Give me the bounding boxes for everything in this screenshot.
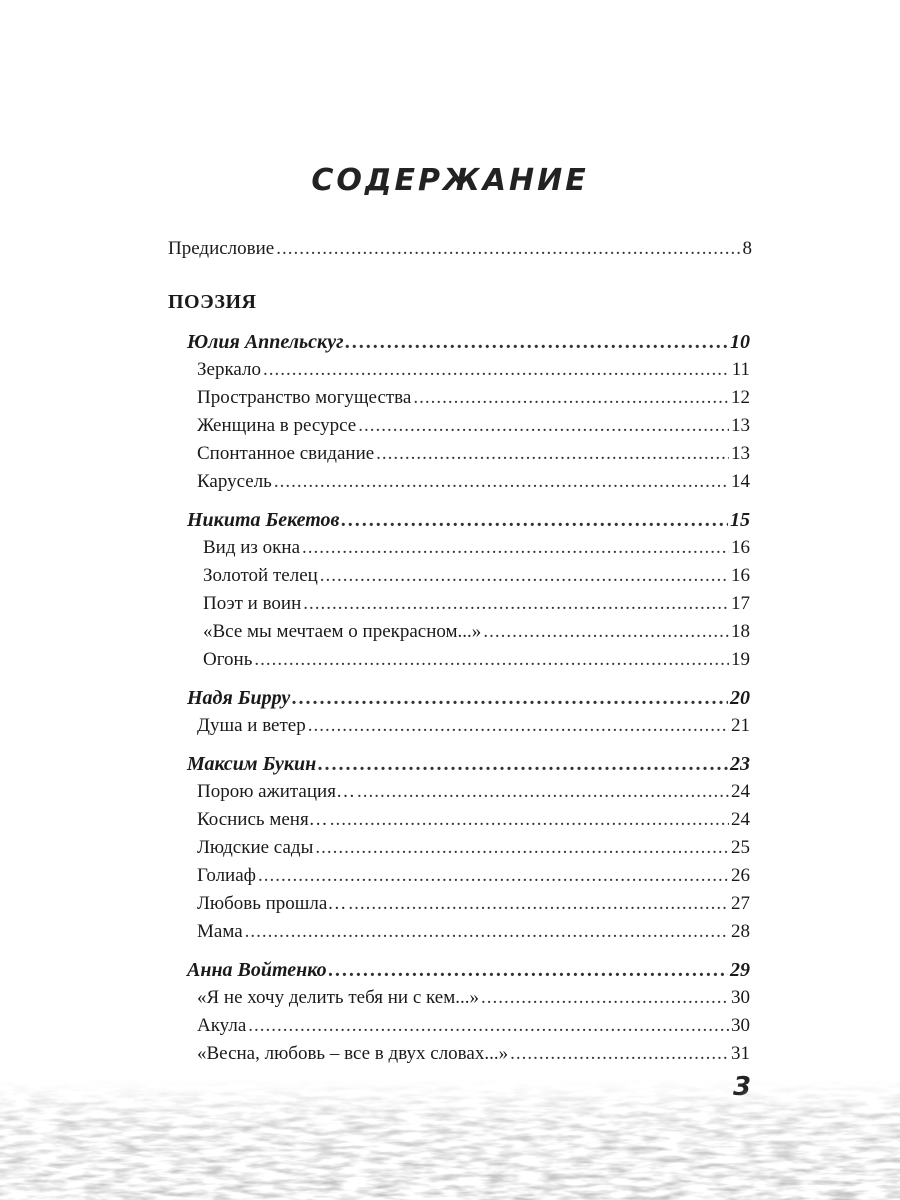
toc-entry-label: Карусель [197, 471, 272, 492]
dot-leader [358, 415, 729, 437]
toc-entry-page: 16 [731, 565, 750, 586]
dot-leader [510, 1043, 729, 1065]
toc-entry[interactable] [197, 715, 750, 737]
toc-entry-page: 16 [731, 537, 750, 558]
toc-entry[interactable] [197, 471, 750, 493]
toc-entry-label: Спонтанное свидание [197, 443, 375, 464]
toc-entry-page: 13 [731, 443, 750, 464]
toc-entry-page: 18 [731, 621, 750, 642]
toc-entry-label: Коснись меня… [197, 809, 328, 830]
toc-entry[interactable] [197, 1043, 750, 1065]
toc-entry-page: 8 [742, 238, 752, 259]
dot-leader [308, 715, 729, 737]
toc-entry-label: Огонь [203, 649, 253, 670]
dot-leader [357, 781, 729, 803]
toc-entry-label: Любовь прошла… [197, 893, 347, 914]
toc-entry-label: Пространство могущества [197, 387, 412, 408]
toc-entry-page: 28 [731, 921, 750, 942]
author-page: 10 [730, 331, 750, 353]
dot-leader [248, 1015, 729, 1037]
toc-entry-preface[interactable] [168, 238, 752, 260]
dot-leader [292, 687, 728, 709]
toc-entry-label: Акула [197, 1015, 247, 1036]
dot-leader [320, 565, 729, 587]
toc-entry-page: 12 [731, 387, 750, 408]
toc-entry-label: Женщина в ресурсе [197, 415, 357, 436]
toc-author[interactable] [187, 959, 750, 981]
toc-author[interactable] [187, 331, 750, 353]
toc-entry[interactable] [197, 359, 750, 381]
toc-entry-page: 21 [731, 715, 750, 736]
author-name: Никита Бекетов [187, 509, 340, 531]
toc-entry-page: 11 [731, 359, 750, 380]
dot-leader [481, 987, 729, 1009]
toc-entry[interactable] [197, 837, 750, 859]
author-name: Надя Бирру [187, 687, 291, 709]
toc-entry-label: «Я не хочу делить тебя ни с кем...» [197, 987, 479, 1008]
toc-entry[interactable] [203, 565, 750, 587]
toc-entry[interactable] [203, 537, 750, 559]
dot-leader [376, 443, 729, 465]
toc-entry-label: Мама [197, 921, 243, 942]
author-name: Юлия Аппельскуг [187, 331, 344, 353]
toc-entry-label: Вид из окна [203, 537, 301, 558]
toc-author[interactable] [187, 509, 750, 531]
toc-entry[interactable] [197, 1015, 750, 1037]
dot-leader [318, 753, 728, 775]
dot-leader [330, 809, 729, 831]
grunge-texture [0, 1080, 900, 1200]
toc-entry-page: 31 [731, 1043, 750, 1064]
dot-leader [254, 649, 729, 671]
toc-entry-label: Душа и ветер [197, 715, 306, 736]
toc-entry-label: Зеркало [197, 359, 261, 380]
dot-leader [303, 593, 729, 615]
dot-leader [329, 959, 728, 981]
toc-entry-label: Голиаф [197, 865, 256, 886]
page-title: СОДЕРЖАНИЕ [311, 163, 589, 198]
toc-entry[interactable] [203, 649, 750, 671]
section-heading-poetry: ПОЭЗИЯ [168, 291, 257, 313]
toc-entry[interactable] [197, 781, 750, 803]
toc-entry-page: 26 [731, 865, 750, 886]
toc-entry-page: 17 [731, 593, 750, 614]
toc-entry[interactable] [197, 387, 750, 409]
toc-entry[interactable] [197, 865, 750, 887]
dot-leader [341, 509, 728, 531]
dot-leader [258, 865, 729, 887]
author-name: Анна Войтенко [187, 959, 327, 981]
toc-entry-page: 14 [731, 471, 750, 492]
author-page: 20 [730, 687, 750, 709]
author-name: Максим Букин [187, 753, 317, 775]
toc-entry-page: 25 [731, 837, 750, 858]
author-page: 15 [730, 509, 750, 531]
toc-author[interactable] [187, 687, 750, 709]
toc-entry[interactable] [197, 987, 750, 1009]
toc-entry[interactable] [203, 621, 750, 643]
author-page: 29 [730, 959, 750, 981]
dot-leader [245, 921, 729, 943]
toc-entry[interactable] [197, 893, 750, 915]
toc-entry-label: «Весна, любовь – все в двух словах...» [197, 1043, 509, 1064]
toc-entry-label: Поэт и воин [203, 593, 302, 614]
toc-entry[interactable] [197, 921, 750, 943]
dot-leader [345, 331, 728, 353]
dot-leader [413, 387, 729, 409]
toc-entry-page: 30 [731, 1015, 750, 1036]
dot-leader [274, 471, 729, 493]
toc-entry[interactable] [197, 809, 750, 831]
toc-author[interactable] [187, 753, 750, 775]
toc-entry-page: 19 [731, 649, 750, 670]
toc-entry-page: 30 [731, 987, 750, 1008]
toc-entry-page: 24 [731, 809, 750, 830]
toc-entry-label: Предисловие [168, 238, 275, 259]
toc-entry-page: 13 [731, 415, 750, 436]
dot-leader [348, 893, 729, 915]
dot-leader [315, 837, 729, 859]
toc-entry-label: Людские сады [197, 837, 314, 858]
dot-leader [276, 238, 740, 260]
toc-entry-page: 27 [731, 893, 750, 914]
toc-entry[interactable] [197, 415, 750, 437]
dot-leader [483, 621, 729, 643]
toc-entry[interactable] [197, 443, 750, 465]
toc-entry-label: «Все мы мечтаем о прекрасном...» [203, 621, 482, 642]
toc-entry-page: 24 [731, 781, 750, 802]
toc-entry[interactable] [203, 593, 750, 615]
toc-entry-label: Порою ажитация… [197, 781, 355, 802]
author-page: 23 [730, 753, 750, 775]
dot-leader [302, 537, 729, 559]
toc-entry-label: Золотой телец [203, 565, 318, 586]
dot-leader [263, 359, 730, 381]
